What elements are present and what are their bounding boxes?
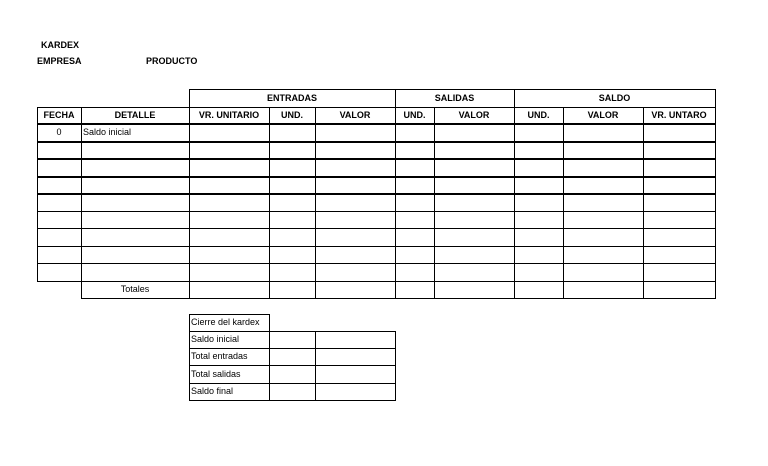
column-divider xyxy=(269,107,270,299)
row-detalle-cell xyxy=(81,158,189,176)
column-divider xyxy=(514,107,515,299)
row-fecha-cell xyxy=(37,263,81,281)
cierre-column-divider xyxy=(269,331,270,401)
row-fecha-cell: 0 xyxy=(56,126,62,137)
kardex-title: KARDEX xyxy=(41,40,80,50)
row-detalle-cell xyxy=(81,263,189,281)
column-header-sa-und: UND. xyxy=(527,109,550,120)
column-header-sa-vr-untaro: VR. UNTARO xyxy=(651,109,707,120)
row-fecha-cell xyxy=(37,141,81,158)
column-divider xyxy=(715,107,716,299)
row-detalle-cell xyxy=(81,193,189,211)
column-divider xyxy=(315,107,316,299)
cierre-item-label: Saldo final xyxy=(191,386,234,396)
row-detalle-cell: Saldo inicial xyxy=(83,126,132,137)
cierre-title-right xyxy=(269,314,270,331)
totales-label: Totales xyxy=(120,284,150,294)
cierre-column-divider xyxy=(395,331,396,401)
column-divider xyxy=(434,107,435,299)
column-divider xyxy=(563,107,564,299)
column-header-fecha: FECHA xyxy=(43,109,75,120)
cierre-column-divider xyxy=(315,331,316,401)
column-header-e-und: UND. xyxy=(281,109,303,120)
column-header-s-valor: VALOR xyxy=(458,109,490,120)
group-entradas: ENTRADAS xyxy=(266,92,317,103)
cierre-item-label: Saldo inicial xyxy=(191,334,240,344)
column-header-s-und: UND. xyxy=(403,109,426,120)
row-detalle-cell xyxy=(81,141,189,158)
row-border xyxy=(81,298,716,299)
empresa-label: EMPRESA xyxy=(37,56,82,66)
cierre-row-border xyxy=(189,400,396,401)
column-header-e-valor: VALOR xyxy=(339,109,371,120)
row-fecha-cell xyxy=(37,228,81,246)
row-detalle-cell xyxy=(81,211,189,228)
row-detalle-cell xyxy=(81,176,189,193)
row-detalle-cell xyxy=(81,228,189,246)
group-header-divider xyxy=(715,89,716,107)
column-divider xyxy=(189,107,190,299)
column-divider xyxy=(395,107,396,299)
producto-label: PRODUCTO xyxy=(146,56,198,66)
column-header-e-vr-unitario: VR. UNITARIO xyxy=(198,109,260,120)
row-detalle-cell xyxy=(81,246,189,263)
row-fecha-cell xyxy=(37,193,81,211)
group-salidas: SALIDAS xyxy=(434,92,475,103)
row-fecha-cell xyxy=(37,158,81,176)
cierre-item-label: Total salidas xyxy=(191,368,241,379)
cierre-item-label: Total entradas xyxy=(191,351,248,361)
row-fecha-cell xyxy=(37,211,81,228)
column-header-detalle: DETALLE xyxy=(114,109,156,120)
cierre-title: Cierre del kardex xyxy=(191,317,260,327)
column-divider xyxy=(643,107,644,299)
row-fecha-cell xyxy=(37,176,81,193)
group-saldo: SALDO xyxy=(598,92,631,103)
row-fecha-cell xyxy=(37,246,81,263)
column-header-sa-valor: VALOR xyxy=(587,109,619,120)
